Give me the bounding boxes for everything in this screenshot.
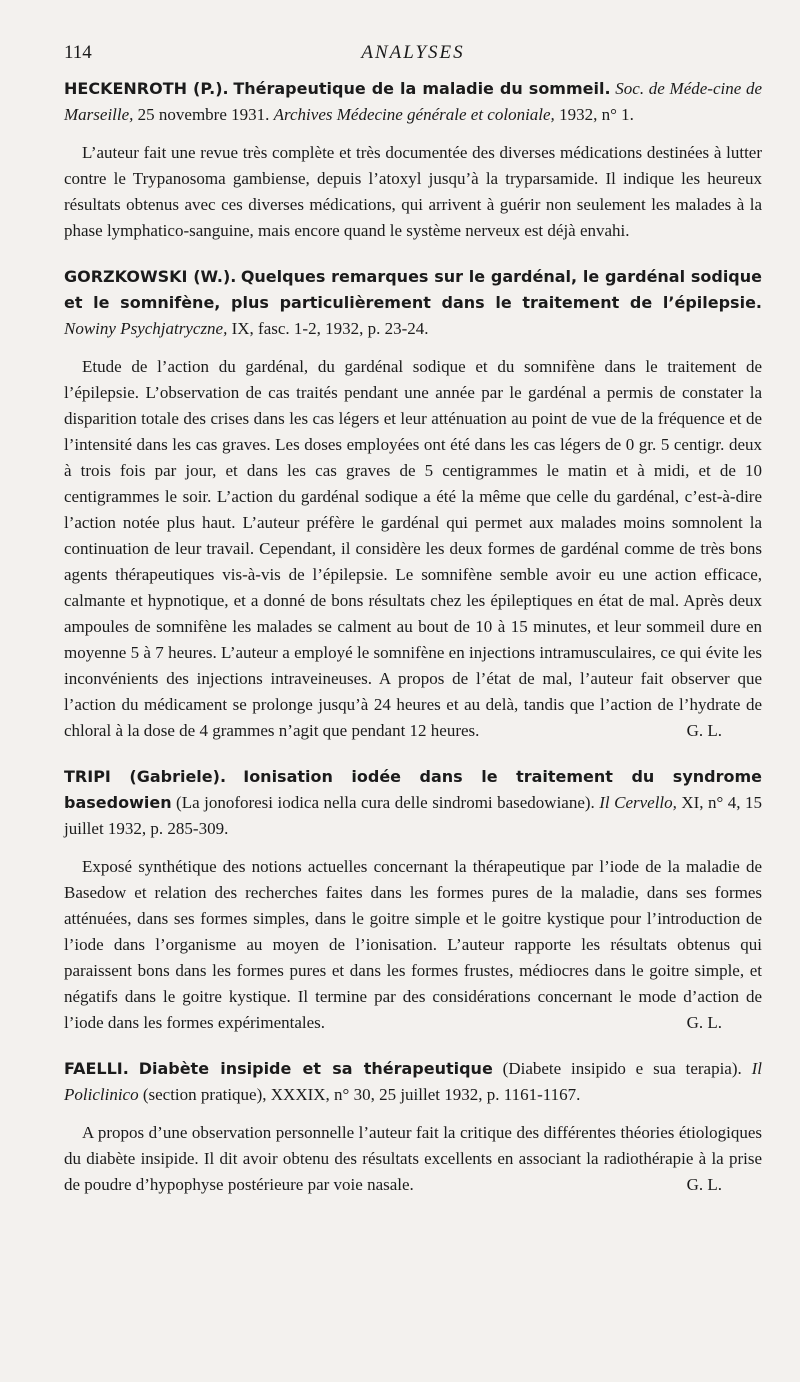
entry-signature: G. L.	[686, 1175, 722, 1194]
entry-author: GORZKOWSKI (W.).	[64, 267, 237, 286]
entry-body	[64, 854, 762, 1036]
entry-source-journal: Nowiny Psychjatryczne,	[64, 319, 228, 338]
entry-author: FAELLI.	[64, 1059, 129, 1078]
entry-source-journal: Il Cervello,	[599, 793, 677, 812]
entry-body: L’auteur fait une revue très complète et très documentée des diverses médications destinées à lutter contre le Trypanosoma gambiense, depuis l’atoxyl jusqu’à la tryparsamide. Il indique les heureux résultats obtenus avec ces diverses médications, qui arrivent à guérir non seulement les malades à la phase lymphatico-sanguine, mais encore quand le système nerveux est déjà envahi.	[64, 143, 762, 240]
entry-source-journal-2: Archives Médecine générale et coloniale,	[273, 105, 555, 124]
entry-source-journal: Il Policlinico	[64, 1059, 763, 1104]
entry-source-details: 25 novembre 1931.	[133, 105, 274, 124]
entry-source-translation: (La jonoforesi iodica nella cura delle sindromi basedowiane).	[171, 793, 600, 812]
entry-heading	[64, 76, 762, 128]
entry-heading	[64, 1056, 762, 1108]
analysis-entry	[64, 264, 762, 744]
entry-author: TRIPI (Gabriele).	[64, 767, 227, 786]
entry-author: HECKENROTH (P.).	[64, 79, 229, 98]
entry-title: Quelques remarques sur le gardénal, le gardénal sodique et le somnifène, plus particulièrement dans le traitement de l’épilepsie.	[64, 267, 763, 312]
analyses-content	[64, 76, 762, 1218]
entry-heading	[64, 764, 762, 842]
entry-signature: G. L.	[686, 721, 722, 740]
entry-title: Ionisation iodée dans le traitement du syndrome basedowien	[64, 767, 763, 812]
entry-body	[64, 354, 762, 744]
entry-source-journal: Soc. de Méde-cine de Marseille,	[64, 79, 763, 124]
entry-signature: G. L.	[686, 1013, 722, 1032]
entry-source-details: (section pratique), XXXIX, n° 30, 25 juillet 1932, p. 1161-1167.	[138, 1085, 581, 1104]
analysis-entry	[64, 764, 762, 1036]
entry-body-text: Etude de l’action du gardénal, du gardénal sodique et du somnifène dans le traitement de l’épilepsie. L’observation de cas traités pendant une année par le gardénal a permis de constater la disparition totale des crises dans les cas légers et leur atténuation au point de vue de la fréquence et de l’intensité dans les cas graves. Les doses employées ont été dans les cas légers de 0 gr. 5 centigr. deux à trois fois par jour, et dans les cas graves de 5 centigrammes le matin et à midi, et de 10 centigrammes le soir. L’action du gardénal sodique a été la même que celle du gardénal, c’est-à-dire l’action notée plus haut. L’auteur préfère le gardénal qui permet aux malades moins somnolent la continuation de leur travail. Cependant, il considère les deux formes de gardénal comme de très bons agents thérapeutiques vis-à-vis de l’épilepsie. Le somnifène semble avoir eu une action efficace, calmante et hypnotique, et a donné de bons résultats chez les épileptiques en état de mal. Après deux ampoules de somnifène les malades se calment au bout de 10 à 15 minutes, et leur sommeil dure en moyenne 5 à 7 heures. L’auteur a employé le somnifène en injections intramusculaires, ce qui évite les inconvénients des injections intraveineuses. A propos de l’état de mal, l’auteur fait observer que l’action du médicament se prolonge jusqu’à 24 heures et au delà, tandis que l’action de l’hydrate de chloral à la dose de 4 grammes n’agit que pendant 12 heures.	[64, 357, 762, 740]
entry-source-details: XI, n° 4, 15 juillet 1932, p. 285-309.	[64, 793, 762, 838]
entry-body-text: A propos d’une observation personnelle l’auteur fait la critique des différentes théories étiologiques du diabète insipide. Il dit avoir obtenu des résultats excellents en associant la radiothérapie à la prise de poudre d’hypophyse postérieure par voie nasale.	[64, 1123, 762, 1194]
page-header	[64, 42, 762, 68]
entry-source-details: IX, fasc. 1-2, 1932, p. 23-24.	[227, 319, 429, 338]
entry-title: Thérapeutique de la maladie du sommeil.	[233, 79, 611, 98]
entry-source-details-2: 1932, n° 1.	[554, 105, 634, 124]
analysis-entry	[64, 1056, 762, 1198]
page-number: 114	[64, 42, 92, 63]
entry-heading	[64, 264, 762, 342]
running-title: ANALYSES	[361, 42, 465, 63]
entry-title: Diabète insipide et sa thérapeutique	[138, 1059, 493, 1078]
entry-source-translation: (Diabete insipido e sua terapia).	[492, 1059, 752, 1078]
entry-body-text: Exposé synthétique des notions actuelles concernant la thérapeutique par l’iode de la maladie de Basedow et relation des recherches faites dans les formes pures de la maladie, dans ses formes atténuées, dans ses formes simples, dans le goitre simple et le goitre kystique pour l’introduction de l’iode dans l’organisme au moyen de l’ionisation. L’auteur rapporte les résultats obtenus qui paraissent bons dans les formes pures et dans les formes frustes, médiocres dans le goitre simple, et négatifs dans le goitre kystique. Il termine par des considérations concernant le mode d’action de l’iode dans les formes expérimentales.	[64, 857, 762, 1032]
entry-body	[64, 1120, 762, 1198]
analysis-entry	[64, 76, 762, 244]
